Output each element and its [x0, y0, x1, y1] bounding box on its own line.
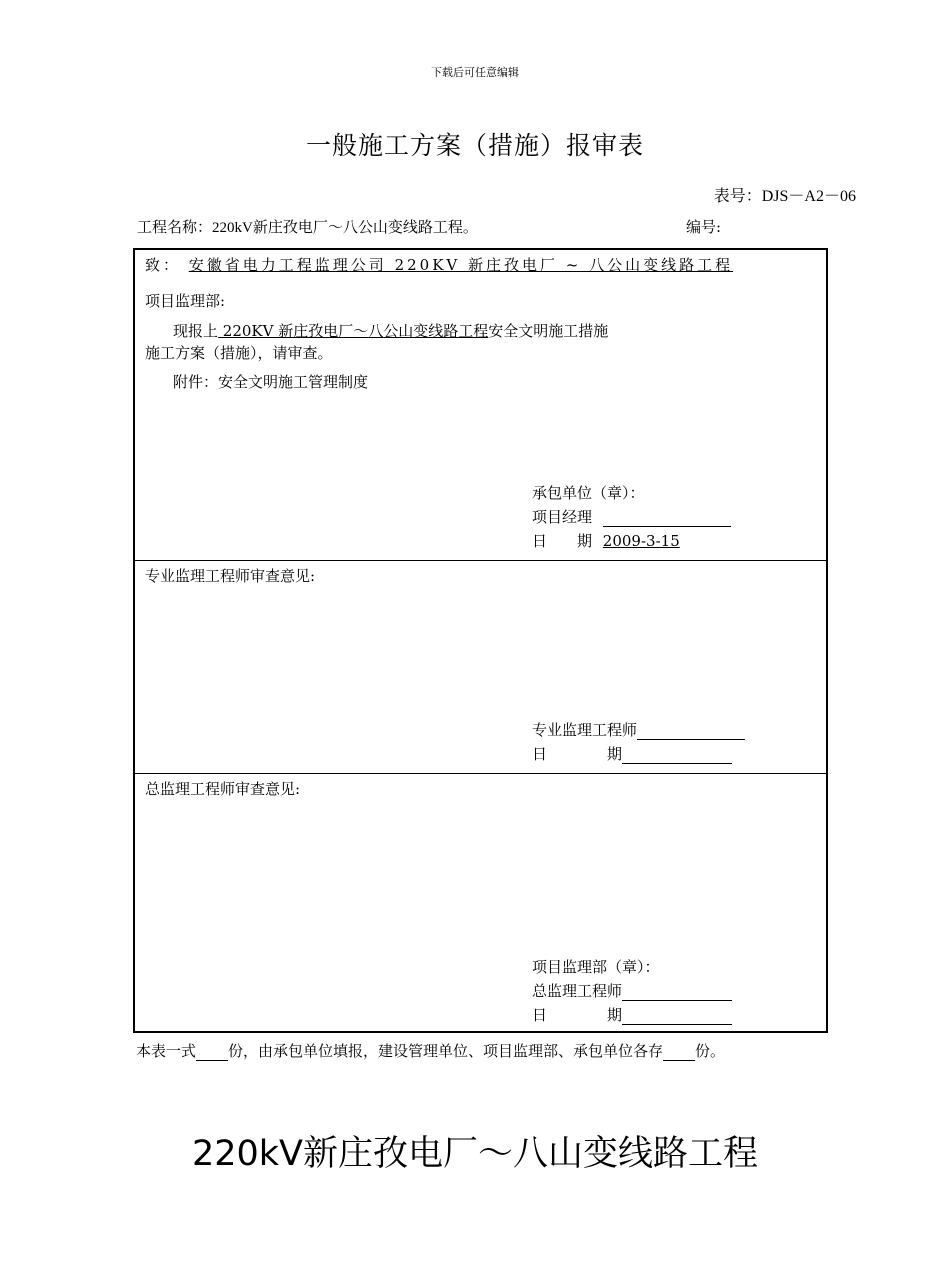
to-label: 致： — [145, 256, 182, 274]
specialist-signature-field[interactable] — [637, 723, 745, 740]
report-prefix: 现报上 — [173, 322, 219, 340]
project-name: 220kV新庄孜电厂～八公山变线路工程。 — [212, 220, 478, 236]
report-subject: 安全文明施工措施 — [488, 322, 609, 340]
form-number: 表号：DJS－A2－06 — [713, 188, 856, 205]
specialist-review-section — [135, 561, 826, 774]
chief-signature-field[interactable] — [622, 984, 732, 1001]
contractor-seal-label: 承包单位（章）： — [532, 484, 645, 502]
manager-signature-field[interactable] — [603, 510, 731, 527]
copies-field[interactable] — [196, 1044, 228, 1061]
specialist-review-heading: 专业监理工程师审查意见: — [145, 567, 316, 585]
footer-note — [136, 1040, 725, 1061]
chief-engineer-line — [532, 980, 732, 1001]
report-line-2: 施工方案（措施），请审查。 — [145, 344, 333, 362]
manager-label: 项目经理 — [532, 508, 593, 526]
report-project: 220KV 新庄孜电厂～八公山变线路工程 — [218, 322, 489, 340]
project-name-line — [137, 216, 478, 237]
attachment-line: 附件：安全文明施工管理制度 — [173, 373, 369, 391]
header-note: 下载后可任意编辑 — [431, 66, 519, 79]
copies-each-field[interactable] — [663, 1044, 695, 1061]
submission-date-line — [532, 530, 680, 551]
approval-form-table — [133, 248, 828, 1033]
dept-label: 项目监理部: — [145, 292, 226, 310]
specialist-date-field[interactable] — [622, 747, 732, 764]
submission-date: 2009-3-15 — [602, 532, 680, 550]
footer-part-3: 份。 — [695, 1042, 726, 1060]
footer-part-1: 本表一式 — [136, 1042, 197, 1060]
specialist-date-line — [532, 743, 732, 764]
specialist-engineer-line — [532, 719, 745, 740]
date-label: 日 期 — [532, 532, 593, 550]
addressee-line — [145, 254, 733, 275]
document-title: 一般施工方案（措施）报审表 — [305, 131, 644, 160]
chief-engineer-label: 总监理工程师 — [532, 982, 623, 1000]
specialist-engineer-label: 专业监理工程师 — [532, 721, 638, 739]
addressee-org: 安徽省电力工程监理公司 220KV 新庄孜电厂 ~ 八公山变线路工程 — [188, 256, 734, 274]
specialist-date-label: 日 期 — [532, 745, 623, 763]
chief-date-label: 日 期 — [532, 1006, 623, 1024]
footer-part-2: 份，由承包单位填报，建设管理单位、项目监理部、承包单位各存 — [228, 1042, 664, 1060]
submission-section — [135, 250, 826, 561]
bottom-project-title: 220kV新庄孜电厂～八山变线路工程 — [191, 1134, 759, 1174]
chief-date-line — [532, 1004, 732, 1025]
project-manager-line — [532, 506, 731, 527]
report-line — [173, 320, 608, 341]
chief-review-section — [135, 774, 826, 1033]
supervision-seal-label: 项目监理部（章）： — [532, 958, 660, 976]
chief-date-field[interactable] — [622, 1008, 732, 1025]
serial-number-label: 编号: — [686, 218, 722, 236]
chief-review-heading: 总监理工程师审查意见: — [145, 780, 301, 798]
project-label: 工程名称： — [137, 218, 213, 236]
